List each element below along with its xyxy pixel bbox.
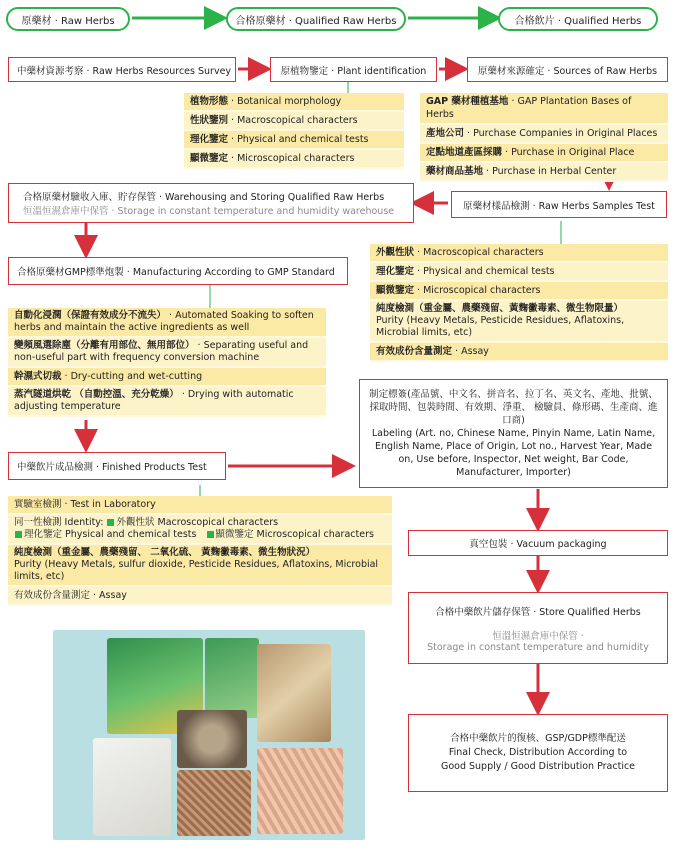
list-item: 理化鑒定 · Physical and chemical tests [370, 263, 668, 280]
final-check-en1: Final Check, Distribution According to [448, 747, 628, 758]
resources-survey-label: 中藥材資源考察 · Raw Herbs Resources Survey [17, 65, 232, 77]
list-item: 產地公司 · Purchase Companies in Original Places [420, 125, 668, 142]
list-item: 顯微鑒定 · Microscopical characters [370, 282, 668, 299]
samples-test-box [451, 191, 667, 218]
herb-package [177, 770, 251, 836]
green-square-icon [107, 519, 114, 526]
vacuum-packaging-label: 真空包裝 · Vacuum packaging [469, 539, 607, 550]
list-item: 藥材商品基地 · Purchase in Herbal Center [420, 163, 668, 180]
list-item: 自動化浸潤（保證有效成分不流失） · Automated Soaking to soften herbs and maintain the active ingredients as well [8, 308, 326, 336]
list-item: 理化鑒定 · Physical and chemical tests [184, 131, 404, 148]
vacuum-packaging-box [408, 530, 668, 556]
list-item: 外觀性狀 · Macroscopical characters [370, 244, 668, 261]
list-item: 蒸汽隧道烘乾 （自動控溫、充分乾燥） · Drying with automatic adjusting temperature [8, 387, 326, 415]
store-storage-zh: 恒溫恒濕倉庫中保管 · [492, 630, 584, 642]
labeling-zh: 制定標簽(產品號、中文名、拼音名、拉丁名、英文名、產地、批號、採取時間、包裝時間、有效期、淨重、 檢驗員、條形碼、生產商、進口商) [369, 389, 658, 426]
herb-package [257, 644, 331, 742]
green-square-icon [207, 531, 214, 538]
sources-raw-herbs-label: 原藥材來源確定 · Sources of Raw Herbs [477, 65, 658, 77]
qualified-herbs-label: 合格飲片 · Qualified Herbs [514, 15, 642, 27]
warehousing-box [8, 183, 414, 223]
herb-package [177, 710, 247, 768]
list-item: 性狀鑒別 · Macroscopical characters [184, 112, 404, 129]
raw-herbs-label: 原藥材 · Raw Herbs [21, 15, 115, 27]
resources-survey-box [8, 57, 236, 82]
green-square-icon [15, 531, 22, 538]
plant-identification-label: 原植物鑒定 · Plant identification [280, 65, 427, 77]
plant-identification-list [184, 93, 404, 169]
labeling-en: Labeling (Art. no, Chinese Name, Pinyin Name, Latin Name, English Name, Place of Origin, Lot no., Harvest Year, Made on, Use before, Inspector, Net weight, Bar Code, Manufacturer, Importer) [371, 428, 656, 478]
samples-test-label: 原藥材樣品檢測 · Raw Herbs Samples Test [463, 200, 655, 212]
gmp-manufacturing-label: 合格原藥材GMP標準炮製 · Manufacturing According to GMP Standard [17, 267, 335, 278]
list-item: 同一性檢測 Identity: 外觀性狀 Macroscopical characters 理化鑒定 Physical and chemical tests 顯微鑒定 Microscopical characters [8, 515, 392, 543]
warehouse-storage-label: 恒溫恒濕倉庫中保管 · Storage in constant temperature and humidity warehouse [23, 206, 395, 217]
sources-raw-herbs-box [467, 57, 668, 82]
list-item: 純度檢測（重金屬、農藥殘留、黃麴黴毒素、微生物限量） Purity (Heavy Metals, Pesticide Residues, Aflatoxins, Microbial limits, etc) [370, 301, 668, 341]
final-check-zh: 合格中藥飲片的復核、GSP/GDP標準配送 [450, 733, 626, 744]
samples-test-list [370, 244, 668, 362]
store-herbs-label: 合格中藥飲片儲存保管 · Store Qualified Herbs [435, 606, 641, 618]
list-item: 定點地道產區採購 · Purchase in Original Place [420, 144, 668, 161]
list-item: 變頻風選除塵（分離有用部位、無用部位） · Separating useful and non-useful part with frequency conversion machine [8, 338, 326, 366]
warehousing-label: 合格原藥材驗收入庫、貯存保管 · Warehousing and Storing Qualified Raw Herbs [23, 192, 385, 203]
list-item: 有效成份含量測定 · Assay [370, 343, 668, 360]
plant-identification-box [270, 57, 437, 82]
list-item: 純度檢測（重金屬、農藥殘留、 二氧化硫、 黃麴黴毒素、微生物狀況） Purity (Heavy Metals, sulfur dioxide, Pesticide Residues, Aflatoxins, Microbial limits, etc) [8, 545, 392, 585]
labeling-box [359, 379, 668, 488]
herb-package [93, 738, 171, 836]
final-check-box [408, 714, 668, 792]
store-storage-en: Storage in constant temperature and humidity [427, 641, 649, 653]
list-item: 幹濕式切裁 · Dry-cutting and wet-cutting [8, 368, 326, 385]
final-check-en2: Good Supply / Good Distribution Practice [440, 761, 636, 772]
raw-herbs-pill [6, 7, 130, 31]
finished-products-test-label: 中藥飲片成品檢測 · Finished Products Test [17, 462, 207, 473]
store-herbs-box [408, 592, 668, 664]
list-item: GAP 藥材種植基地 · GAP Plantation Bases of Herbs [420, 93, 668, 123]
sources-list [420, 93, 668, 182]
list-item: 顯微鑒定 · Microscopical characters [184, 150, 404, 167]
finished-products-test-box [8, 452, 226, 480]
qualified-raw-herbs-pill [226, 7, 406, 31]
list-item: 有效成份含量測定 · Assay [8, 587, 392, 604]
list-item: 實驗室檢測 · Test in Laboratory [8, 496, 392, 513]
gmp-steps-list [8, 308, 326, 417]
qualified-herbs-pill [498, 7, 658, 31]
product-photo [53, 630, 365, 840]
herb-package [257, 748, 343, 834]
list-item: 植物形態 · Botanical morphology [184, 93, 404, 110]
gmp-manufacturing-box [8, 257, 348, 285]
qualified-raw-herbs-label: 合格原藥材 · Qualified Raw Herbs [235, 15, 397, 27]
finished-test-list [8, 496, 392, 606]
herb-package [205, 638, 259, 718]
